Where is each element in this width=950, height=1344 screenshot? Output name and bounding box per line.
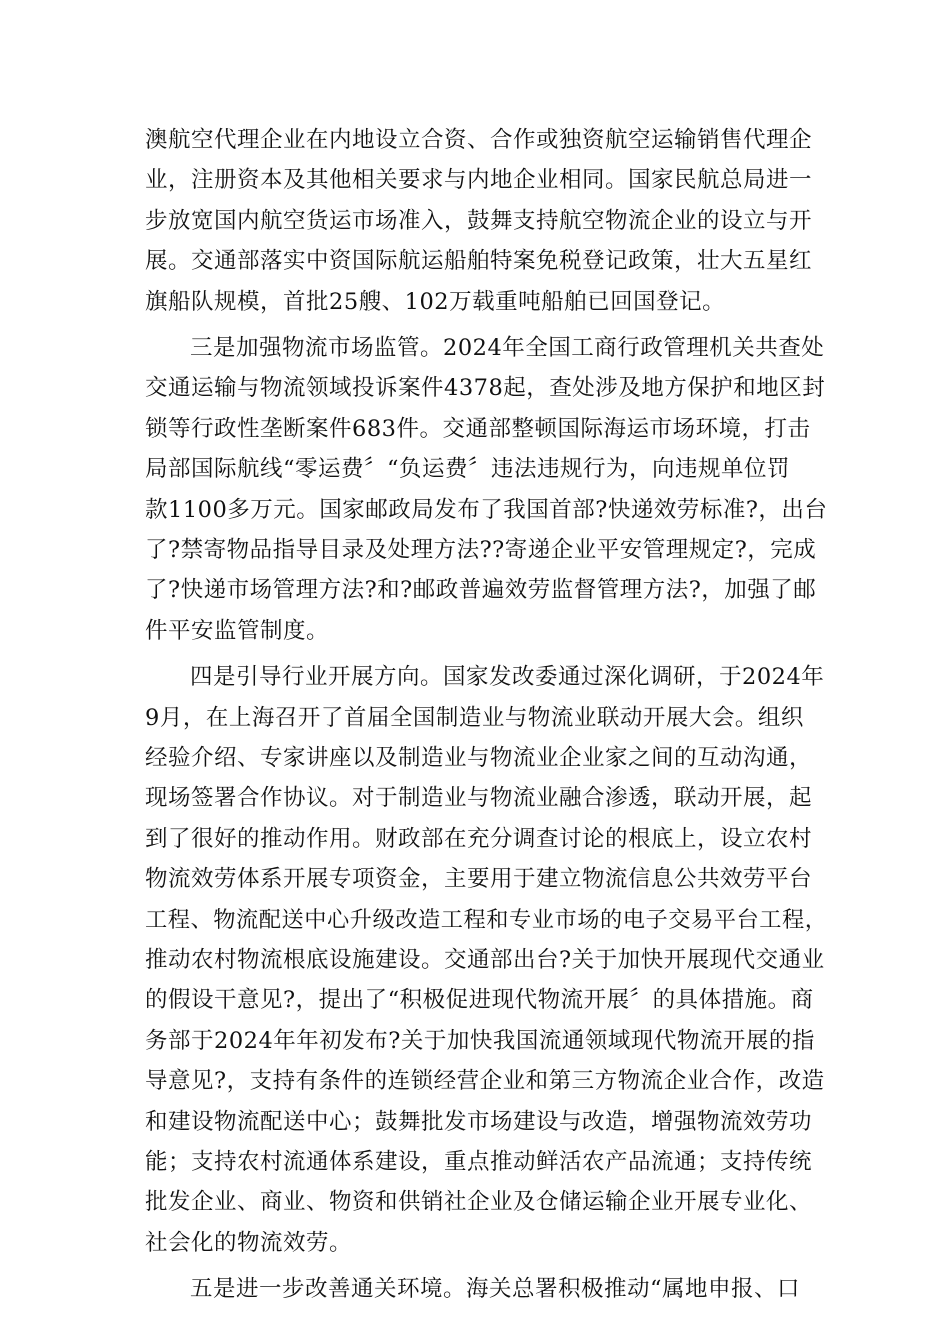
paragraph-3-line-7: 工程、物流配送中心升级改造工程和专业市场的电子交易平台工程， (145, 906, 828, 933)
paragraph-3-line-11: 导意见?，支持有条件的连锁经营企业和第三方物流企业合作，改造 (145, 1068, 825, 1095)
paragraph-2-line-1: 三是加强物流市场监管。2024年全国工商行政管理机关共查处 (190, 335, 825, 361)
paragraph-2-line-2: 交通运输与物流领域投诉案件4378起，查处涉及地方保护和地区封 (145, 375, 826, 402)
paragraph-3-line-14: 批发企业、商业、物资和供销社企业及仓储运输企业开展专业化、 (145, 1189, 813, 1216)
paragraph-4-line-1: 五是进一步改善通关环境。海关总署积极推动“属地申报、口 (190, 1276, 801, 1303)
paragraph-1-line-5: 旗船队规模，首批25艘、102万载重吨船舶已回国登记。 (145, 288, 726, 315)
paragraph-3-line-1: 四是引导行业开展方向。国家发改委通过深化调研，于2024年 (190, 664, 825, 691)
paragraph-3-line-9: 的假设干意见?，提出了“积极促进现代物流开展〞的具体措施。商 (145, 987, 814, 1014)
paragraph-3-line-8: 推动农村物流根底设施建设。交通部出台?关于加快开展现代交通业 (145, 947, 825, 973)
paragraph-2-line-3: 锁等行政性垄断案件683件。交通部整顿国际海运市场环境，打击 (145, 415, 811, 442)
paragraph-2-line-5: 款1100多万元。国家邮政局发布了我国首部?快递效劳标准?，出台 (145, 496, 828, 523)
paragraph-2-line-7: 了?快递市场管理方法?和?邮政普遍效劳监督管理方法?，加强了邮 (145, 577, 817, 604)
paragraph-3-line-5: 到了很好的推动作用。财政部在充分调查讨论的根底上，设立农村 (145, 825, 813, 852)
paragraph-3-line-13: 能；支持农村流通体系建设，重点推动鲜活农产品流通；支持传统 (145, 1149, 813, 1175)
paragraph-3-line-2: 9月，在上海召开了首届全国制造业与物流业联动开展大会。组织 (145, 704, 804, 731)
paragraph-3-line-4: 现场签署合作协议。对于制造业与物流业融合渗透，联动开展，起 (145, 785, 813, 812)
paragraph-3-line-3: 经验介绍、专家讲座以及制造业与物流业企业家之间的互动沟通， (145, 745, 813, 771)
paragraph-1-line-1: 澳航空代理企业在内地设立合资、合作或独资航空运输销售代理企 (145, 127, 813, 153)
paragraph-3-line-10: 务部于2024年年初发布?关于加快我国流通领域现代物流开展的指 (145, 1027, 815, 1054)
paragraph-1-line-4: 展。交通部落实中资国际航运船舶特案免税登记政策，壮大五星红 (145, 248, 813, 275)
paragraph-3-line-6: 物流效劳体系开展专项资金，主要用于建立物流信息公共效劳平台 (145, 866, 813, 893)
paragraph-3-line-12: 和建设物流配送中心；鼓舞批发市场建设与改造，增强物流效劳功 (145, 1108, 813, 1135)
paragraph-2-line-6: 了?禁寄物品指导目录及处理方法??寄递企业平安管理规定?，完成 (145, 537, 817, 563)
paragraph-1-line-2: 业，注册资本及其他相关要求与内地企业相同。国家民航总局进一 (145, 167, 813, 194)
paragraph-3-line-15: 社会化的物流效劳。 (145, 1229, 353, 1256)
paragraph-1-line-3: 步放宽国内航空货运市场准入，鼓舞支持航空物流企业的设立与开 (145, 207, 813, 234)
paragraph-2-line-8: 件平安监管制度。 (145, 617, 330, 644)
paragraph-2-line-4: 局部国际航线“零运费〞“负运费〞违法违规行为，向违规单位罚 (145, 456, 791, 483)
